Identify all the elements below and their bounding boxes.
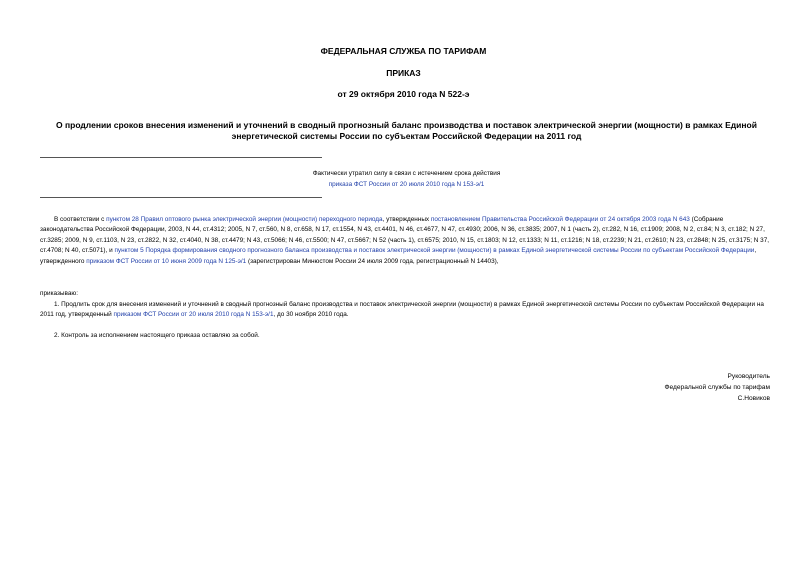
preamble-text-4: , утвержденного xyxy=(40,247,757,265)
item-1-text-1: 1. Продлить срок для внесения изменений и уточнений в сводный прогнозный баланс производства и поставок электрической энергии (мощности) в рамках Единой энергетической системы России по субъектам Российской Федерации на 2011 год, утвержденный xyxy=(40,301,764,319)
item-2-paragraph xyxy=(40,331,770,341)
item-2-text: 2. Контроль за исполнением настоящего приказа оставляю за собой. xyxy=(54,332,260,339)
signer-name: С.Новиков xyxy=(737,395,770,402)
link-government-resolution[interactable]: постановлением Правительства Российской Федерации от 24 октября 2003 года N 643 xyxy=(430,216,690,223)
order-word: приказываю: xyxy=(40,290,78,297)
agency-name: ФЕДЕРАЛЬНАЯ СЛУЖБА ПО ТАРИФАМ xyxy=(320,46,487,56)
preamble-text-3: (Собрание законодательства Российской Федерации, 2003, N 44, ст.4312; 2005, N 7, ст.560, N 8, ст.658, N 17, ст.1554, N 43, ст.4401, N 46, ст.4677, N 47, ст.4930; 2006, N 36, ст.3835; 2007, N 1 (часть 2), ст.282, N 16, ст.1909; 2008, N 2, ст.84; N 3, ст.182; N 27, ст.3285; 2009, N 9, ст.1103, N 23, ст.2822, N 32, ст.4040, N 38, ст.4479; N 43, ст.5066; N 46, ст.5500; N 47, ст.5667; N 52 (часть 1), ст.6575; 2010, N 15, ст.1803; N 12, ст.1333; N 11, ст.1216; N 18, ст.2239; N 21, ст.2610; N 23, ст.2848; N 25, ст.3175; N 37, ст.4708; N 40, ст.5071), и xyxy=(40,216,770,255)
link-fst-order-153[interactable]: приказом ФСТ России от 20 июля 2010 года N 153-э/1 xyxy=(113,311,274,319)
document-date-number: от 29 октября 2010 года N 522-э xyxy=(337,89,470,99)
divider-bottom xyxy=(40,197,322,198)
link-balance-procedure[interactable]: пунктом 5 Порядка формирования сводного прогнозного баланса производства и поставок электрической энергии (мощности) в рамках Единой энергетической системы России по субъектам Российской Федерации xyxy=(114,247,755,255)
title-line-2: энергетической системы России по субъектам Российской Федерации на 2011 год xyxy=(231,131,582,141)
item-1-text-2: , до 30 ноября 2010 года. xyxy=(273,311,349,319)
signer-organization: Федеральной службы по тарифам xyxy=(664,384,770,391)
link-rules-wholesale-market[interactable]: пунктом 28 Правил оптового рынка электрической энергии (мощности) переходного периода xyxy=(106,216,383,223)
title-line-1: О продлении сроков внесения изменений и уточнений в сводный прогнозный баланс производства и поставок электрической энергии (мощности) в рамках Единой xyxy=(56,120,757,130)
signer-position: Руководитель xyxy=(727,373,770,380)
preamble-text-5: (зарегистрирован Минюстом России 24 июля 2009 года, регистрационный N 14403), xyxy=(246,257,499,265)
document-title xyxy=(40,120,773,142)
preamble-paragraph xyxy=(40,215,770,267)
status-note xyxy=(40,168,773,190)
preamble-text-2: , утвержденных xyxy=(382,216,431,223)
status-note-link[interactable]: приказа ФСТ России от 20 июля 2010 года N 153-э/1 xyxy=(328,181,485,188)
status-note-text: Фактически утратил силу в связи с истечением срока действия xyxy=(312,170,501,177)
link-fst-order-125[interactable]: приказом ФСТ России от 10 июня 2009 года N 125-э/1 xyxy=(86,257,247,265)
divider-top xyxy=(40,157,322,158)
preamble-text-1: В соответствии с xyxy=(54,216,107,223)
item-1-paragraph xyxy=(40,300,770,321)
signature-block xyxy=(470,371,770,404)
document-type: ПРИКАЗ xyxy=(386,68,421,78)
